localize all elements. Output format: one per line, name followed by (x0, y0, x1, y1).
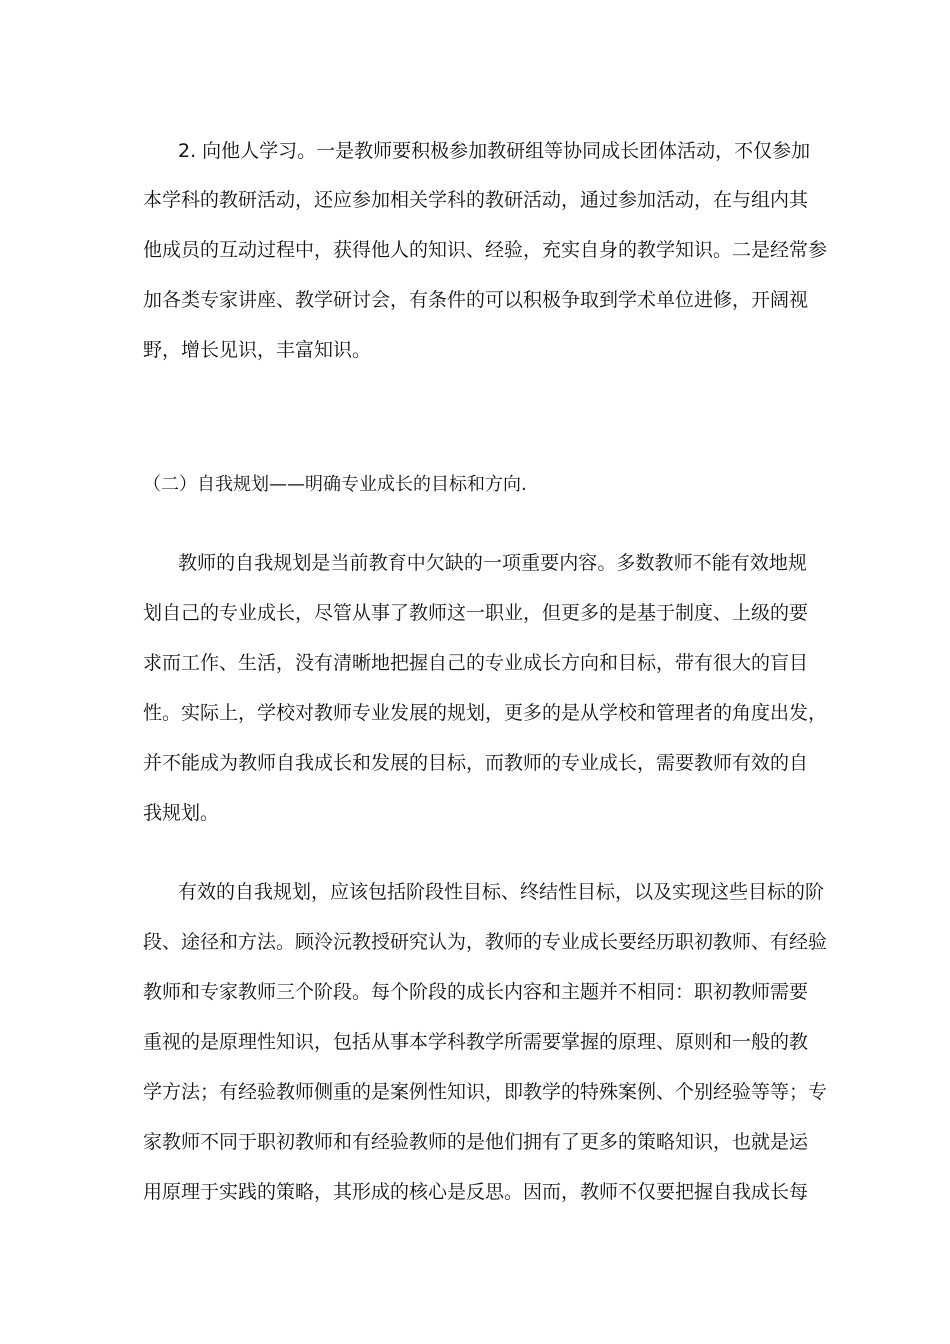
paragraph-2-line-1: 教师的自我规划是当前教育中欠缺的一项重要内容。多数教师不能有效地规 (178, 552, 807, 574)
paragraph-1-line-1: 2. 向他人学习。一是教师要积极参加教研组等协同成长团体活动，不仅参加 (178, 140, 811, 162)
paragraph-2-line-2: 划自己的专业成长，尽管从事了教师这一职业，但更多的是基于制度、上级的要 (143, 602, 809, 624)
paragraph-3-line-6: 家教师不同于职初教师和有经验教师的是他们拥有了更多的策略知识，也就是运 (143, 1131, 809, 1153)
paragraph-1-line-3: 他成员的互动过程中，获得他人的知识、经验，充实自身的教学知识。二是经常参 (143, 239, 828, 261)
paragraph-2-line-5: 并不能成为教师自我成长和发展的目标，而教师的专业成长，需要教师有效的自 (143, 752, 809, 774)
paragraph-3-line-3: 教师和专家教师三个阶段。每个阶段的成长内容和主题并不相同：职初教师需要 (143, 981, 809, 1003)
paragraph-3-line-4: 重视的是原理性知识，包括从事本学科教学所需要掌握的原理、原则和一般的教 (143, 1031, 809, 1053)
paragraph-2-line-3: 求而工作、生活，没有清晰地把握自己的专业成长方向和目标，带有很大的盲目 (143, 652, 809, 674)
paragraph-1-line-2: 本学科的教研活动，还应参加相关学科的教研活动，通过参加活动，在与组内其 (143, 189, 809, 211)
section-heading: （二）自我规划——明确专业成长的目标和方向. (143, 474, 527, 495)
paragraph-3-line-1: 有效的自我规划，应该包括阶段性目标、终结性目标，以及实现这些目标的阶 (178, 881, 825, 903)
paragraph-3-line-5: 学方法；有经验教师侧重的是案例性知识，即教学的特殊案例、个别经验等等；专 (143, 1081, 828, 1103)
paragraph-2-line-4: 性。实际上，学校对教师专业发展的规划，更多的是从学校和管理者的角度出发， (143, 702, 828, 724)
paragraph-3-line-2: 段、途径和方法。顾泠沅教授研究认为，教师的专业成长要经历职初教师、有经验 (143, 931, 828, 953)
paragraph-2-line-6: 我规划。 (143, 802, 220, 824)
paragraph-3-line-7: 用原理于实践的策略，其形成的核心是反思。因而，教师不仅要把握自我成长每 (143, 1181, 809, 1203)
paragraph-1-line-4: 加各类专家讲座、教学研讨会，有条件的可以积极争取到学术单位进修，开阔视 (143, 289, 809, 311)
paragraph-1-line-5: 野，增长见识，丰富知识。 (143, 339, 372, 361)
